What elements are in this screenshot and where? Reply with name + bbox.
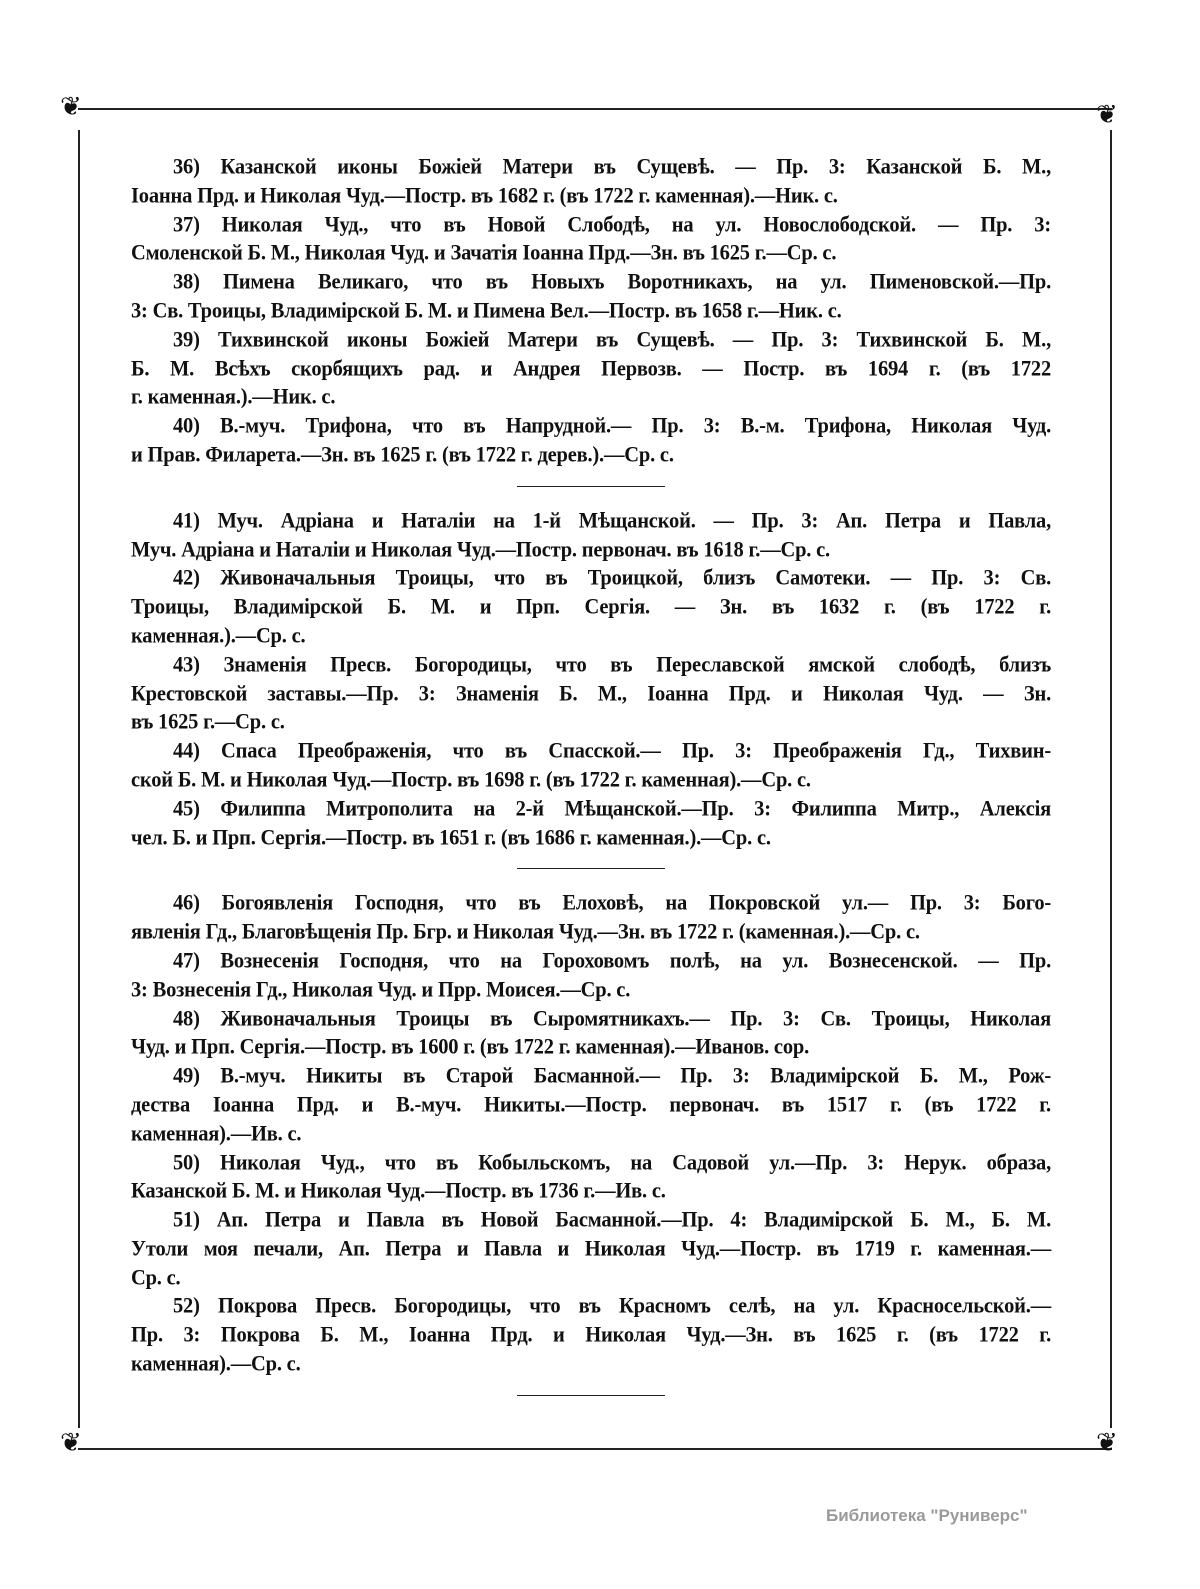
text-line: Муч. Адріана и Наталіи и Николая Чуд.—Постр. первонач. въ 1618 г.—Ср. с. — [131, 537, 830, 562]
text-line: 44) Спаса Преображенія, что въ Спасской.— Пр. 3: Преображенія Гд., Тихвин- — [173, 739, 1051, 763]
text-line: Троицы, Владимірской Б. М. и Прп. Сергія. — Зн. въ 1632 г. (въ 1722 г. — [131, 595, 1051, 620]
church-entry — [131, 795, 1051, 853]
text-line: явленія Гд., Благовѣщенія Пр. Бгр. и Николая Чуд.—Зн. въ 1722 г. (каменная.).—Ср. с. — [131, 920, 920, 944]
text-line: 39) Тихвинской иконы Божіей Матери въ Сущевѣ. — Пр. 3: Тихвинской Б. М., — [173, 327, 1051, 352]
church-entry — [131, 889, 1051, 947]
text-line: каменная).—Ср. с. — [131, 1352, 301, 1376]
text-line: Б. М. Всѣхъ скорбящихъ рад. и Андрея Первозв. — Постр. въ 1694 г. (въ 1722 — [131, 356, 1051, 381]
church-entry — [131, 507, 1051, 565]
library-watermark: Библиотека "Руниверс" — [826, 1506, 1028, 1525]
text-line: 51) Ап. Петра и Павла въ Новой Басманной.—Пр. 4: Владимірской Б. М., Б. М. — [173, 1208, 1051, 1232]
text-line: 43) Знаменія Пресв. Богородицы, что въ Переславской ямской слободѣ, близъ — [173, 652, 1051, 677]
text-line: Казанской Б. М. и Николая Чуд.—Постр. въ 1736 г.—Ив. с. — [131, 1179, 666, 1204]
church-entry — [131, 1005, 1051, 1063]
church-entry — [131, 564, 1051, 650]
church-entry — [131, 412, 1051, 470]
text-line: 46) Богоявленія Господня, что въ Елоховѣ, на Покровской ул.— Пр. 3: Бого- — [173, 891, 1051, 916]
corner-ornament-bottom-right: ❦ — [1096, 1428, 1118, 1457]
text-line: 38) Пимена Великаго, что въ Новыхъ Воротникахъ, на ул. Пименовской.—Пр. — [173, 270, 1051, 295]
text-line: Крестовской заставы.—Пр. 3: Знаменія Б. М., Іоанна Прд. и Николая Чуд. — Зн. — [131, 681, 1051, 706]
text-line: 52) Покрова Пресв. Богородицы, что въ Красномъ селѣ, на ул. Красносельской.— — [173, 1294, 1051, 1319]
section-divider — [517, 486, 665, 487]
text-line: 47) Вознесенія Господня, что на Гороховомъ полѣ, на ул. Вознесенской. — Пр. — [173, 949, 1051, 973]
document-section — [131, 507, 1051, 853]
text-line: 45) Филиппа Митрополита на 2-й Мѣщанской.—Пр. 3: Филиппа Митр., Алексія — [173, 796, 1051, 821]
text-line: 37) Николая Чуд., что въ Новой Слободѣ, на ул. Новослободской. — Пр. 3: — [173, 212, 1051, 237]
text-line: Чуд. и Прп. Сергія.—Постр. въ 1600 г. (въ 1722 г. каменная).—Иванов. сор. — [131, 1035, 809, 1060]
corner-ornament-top-left: ❦ — [60, 92, 82, 121]
church-entry — [131, 153, 1051, 211]
church-entry — [131, 1292, 1051, 1378]
text-line: каменная.).—Ср. с. — [131, 624, 306, 648]
church-entry — [131, 1206, 1051, 1292]
text-line: Пр. 3: Покрова Б. М., Іоанна Прд. и Николая Чуд.—Зн. въ 1625 г. (въ 1722 г. — [131, 1323, 1051, 1348]
section-divider — [517, 1395, 665, 1396]
border-right — [1110, 130, 1112, 1428]
church-entry — [131, 211, 1051, 269]
border-left — [78, 130, 80, 1428]
church-entry — [131, 326, 1051, 412]
text-line: Іоанна Прд. и Николая Чуд.—Постр. въ 1682 г. (въ 1722 г. каменная).—Ник. с. — [131, 183, 838, 208]
text-line: и Прав. Филарета.—Зн. въ 1625 г. (въ 1722 г. дерев.).—Ср. с. — [131, 443, 674, 467]
text-line: 3: Вознесенія Гд., Николая Чуд. и Прр. Моисея.—Ср. с. — [131, 977, 631, 1002]
text-line: Утоли моя печали, Ап. Петра и Павла и Николая Чуд.—Постр. въ 1719 г. каменная.— — [131, 1236, 1051, 1261]
text-line: каменная).—Ив. с. — [131, 1121, 302, 1146]
text-line: дества Іоанна Прд. и В.-муч. Никиты.—Постр. первонач. въ 1517 г. (въ 1722 г. — [131, 1092, 1051, 1117]
text-line: 41) Муч. Адріана и Наталіи на 1-й Мѣщанской. — Пр. 3: Ап. Петра и Павла, — [173, 508, 1051, 533]
text-line: 36) Казанской иконы Божіей Матери въ Сущевѣ. — Пр. 3: Казанской Б. М., — [173, 155, 1051, 179]
text-line: 42) Живоначальныя Троицы, что въ Троицкой, близъ Самотеки. — Пр. 3: Св. — [173, 566, 1051, 591]
document-text — [131, 153, 1051, 1416]
church-entry — [131, 1149, 1051, 1207]
text-line: 49) В.-муч. Никиты въ Старой Басманной.— Пр. 3: Владимірской Б. М., Рож- — [173, 1064, 1051, 1088]
corner-ornament-bottom-left: ❦ — [60, 1428, 82, 1457]
church-entry — [131, 651, 1051, 737]
text-line: чел. Б. и Прп. Сергія.—Постр. въ 1651 г. (въ 1686 г. каменная.).—Ср. с. — [131, 825, 771, 850]
church-entry — [131, 947, 1051, 1005]
church-entry — [131, 737, 1051, 795]
text-line: 40) В.-муч. Трифона, что въ Напрудной.— Пр. 3: В.-м. Трифона, Николая Чуд. — [173, 414, 1051, 439]
text-line: 50) Николая Чуд., что въ Кобыльскомъ, на Садовой ул.—Пр. 3: Нерук. образа, — [173, 1150, 1051, 1175]
text-line: г. каменная.).—Ник. с. — [131, 385, 336, 410]
text-line: ской Б. М. и Николая Чуд.—Постр. въ 1698 г. (въ 1722 г. каменная).—Ср. с. — [131, 768, 811, 792]
text-line: Ср. с. — [131, 1265, 181, 1290]
text-line: 48) Живоначальныя Троицы въ Сыромятникахъ.— Пр. 3: Св. Троицы, Николая — [173, 1006, 1051, 1031]
text-line: Смоленской Б. М., Николая Чуд. и Зачатія Іоанна Прд.—Зн. въ 1625 г.—Ср. с. — [131, 241, 837, 266]
section-divider — [517, 868, 665, 869]
church-entry — [131, 268, 1051, 326]
corner-ornament-top-right: ❦ — [1096, 100, 1118, 129]
text-line: 3: Св. Троицы, Владимірской Б. М. и Пимена Вел.—Постр. въ 1658 г.—Ник. с. — [131, 299, 842, 323]
church-entry — [131, 1062, 1051, 1148]
document-section — [131, 153, 1051, 470]
document-section — [131, 889, 1051, 1379]
text-line: въ 1625 г.—Ср. с. — [131, 710, 285, 735]
